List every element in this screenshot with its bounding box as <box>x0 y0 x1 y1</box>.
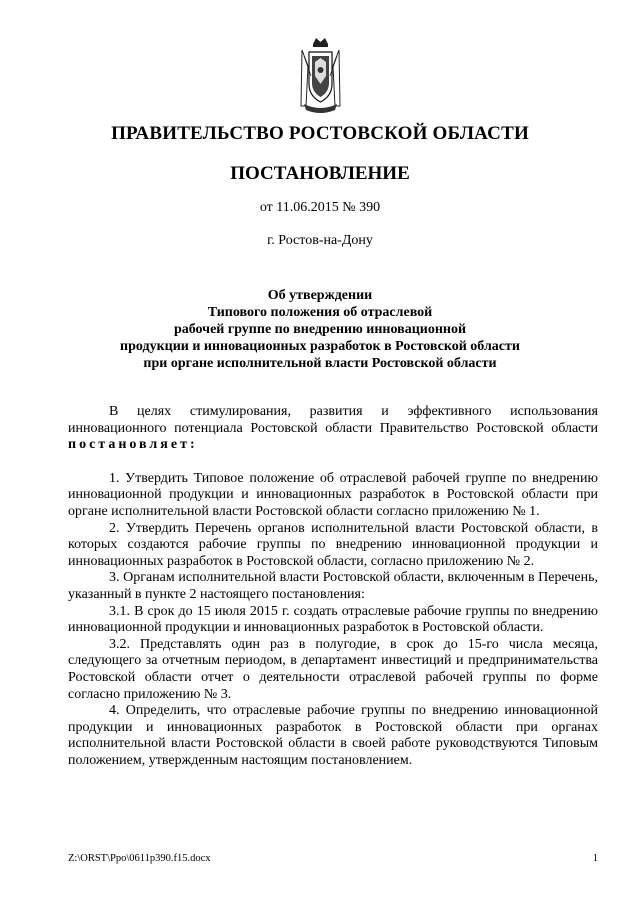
subject-line: Об утверждении <box>267 288 373 303</box>
footer-file-path: Z:\ORST\Ppo\0611p390.f15.docx <box>68 853 211 864</box>
coat-of-arms-icon <box>298 36 343 118</box>
document-body <box>68 404 598 769</box>
organization-title: ПРАВИТЕЛЬСТВО РОСТОВСКОЙ ОБЛАСТИ <box>111 123 529 144</box>
preamble-text: В целях стимулирования, развития и эффективного использования инновационного потенциала Ростовской области Правительство Ростовской области <box>68 404 598 436</box>
paragraph-item-2: 2. Утвердить Перечень органов исполнительной власти Ростовской области, в которых создаются рабочие группы по внедрению инновационной продукции и инновационных разработок в Ростовской области, согласно приложению № 2. <box>68 520 598 569</box>
paragraph-item-3: 3. Органам исполнительной власти Ростовской области, включенным в Перечень, указанный в пункте 2 настоящего постановления: <box>68 570 598 602</box>
document-subject <box>0 287 640 372</box>
subject-line: Типового положения об отраслевой <box>207 305 433 320</box>
paragraph-item-4: 4. Определить, что отраслевые рабочие группы по внедрению инновационной продукции и инновационных разработок в Ростовской области при органах исполнительной власти Ростовской области в своей работе руководствуются Типовым положением, утвержденным настоящим постановлением. <box>68 703 598 768</box>
date-number: от 11.06.2015 № 390 <box>259 200 381 215</box>
paragraph-item-3-2: 3.2. Представлять один раз в полугодие, в срок до 15-го числа месяца, следующего за отчетным периодом, в департамент инвестиций и предпринимательства Ростовской области отчет о деятельности отраслевой рабочей группы по форме согласно приложению № 3. <box>68 636 598 702</box>
subject-line: при органе исполнительной власти Ростовской области <box>143 356 497 371</box>
paragraph-item-1: 1. Утвердить Типовое положение об отраслевой рабочей группе по внедрению инновационной продукции и инновационных разработок в Ростовской области при органе исполнительной власти Ростовской области согласно приложению № 1. <box>68 470 598 519</box>
city: г. Ростов-на-Дону <box>267 233 373 248</box>
decree-word: постановляет: <box>68 437 198 453</box>
page-number: 1 <box>592 853 598 864</box>
subject-line: рабочей группе по внедрению инновационной <box>173 322 467 337</box>
preamble-paragraph <box>68 404 598 454</box>
document-type: ПОСТАНОВЛЕНИЕ <box>230 163 410 184</box>
subject-line: продукции и инновационных разработок в Ростовской области <box>120 339 520 354</box>
paragraph-item-3-1: 3.1. В срок до 15 июля 2015 г. создать отраслевые рабочие группы по внедрению инновационной продукции и инновационных разработок в Ростовской области. <box>68 603 598 636</box>
